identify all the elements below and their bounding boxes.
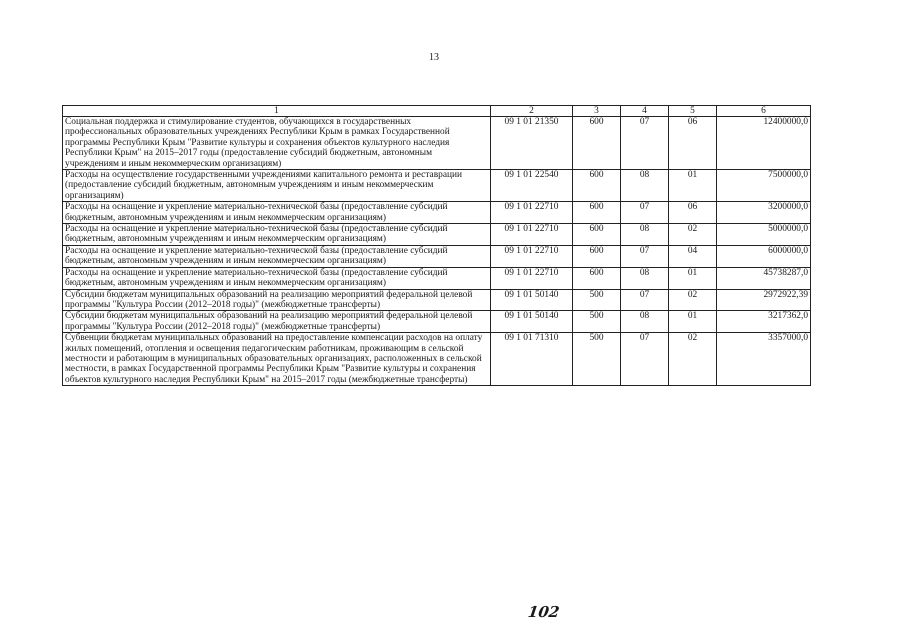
row-amount: 6000000,0: [717, 245, 811, 267]
row-description: Расходы на оснащение и укрепление материально-технической базы (предоставление субсидий бюджетным, автономным учреждениям и иным некоммерческим организациям): [63, 245, 491, 267]
row-expense-type: 500: [573, 289, 621, 311]
table-row: [63, 289, 811, 311]
row-subsection: 02: [669, 289, 717, 311]
row-amount: 45738287,0: [717, 267, 811, 289]
column-header: 6: [717, 106, 811, 117]
row-description: Субсидии бюджетам муниципальных образований на реализацию мероприятий федеральной целевой программы "Культура России (2012–2018 годы)" (межбюджетные трансферты): [63, 289, 491, 311]
table-row: [63, 202, 811, 224]
row-subsection: 02: [669, 224, 717, 246]
row-section: 07: [621, 202, 669, 224]
column-header: 4: [621, 106, 669, 117]
row-description: Расходы на оснащение и укрепление материально-технической базы (предоставление субсидий бюджетным, автономным учреждениям и иным некоммерческим организациям): [63, 202, 491, 224]
row-amount: 12400000,0: [717, 117, 811, 170]
row-expense-type: 600: [573, 267, 621, 289]
row-expense-type: 600: [573, 245, 621, 267]
row-expense-type: 600: [573, 224, 621, 246]
row-section: 08: [621, 311, 669, 333]
row-section: 08: [621, 170, 669, 202]
table-row: [63, 117, 811, 170]
row-section: 07: [621, 117, 669, 170]
row-code: 09 1 01 22710: [491, 224, 573, 246]
row-code: 09 1 01 50140: [491, 289, 573, 311]
row-subsection: 01: [669, 170, 717, 202]
row-subsection: 01: [669, 267, 717, 289]
row-code: 09 1 01 21350: [491, 117, 573, 170]
row-description: Субвенции бюджетам муниципальных образований на предоставление компенсации расходов на оплату жилых помещений, отопления и освещения педагогическим работникам, проживающим в сельской местности и работающим в муниципальных образовательных организациях, расположенных в сельской местности, в рамках Государственной программы Республики Крым "Развитие культуры и сохранения объектов культурного наследия Республики Крым" на 2015–2017 годы (межбюджетные трансферты): [63, 333, 491, 386]
row-section: 07: [621, 245, 669, 267]
row-description: Расходы на оснащение и укрепление материально-технической базы (предоставление субсидий бюджетным, автономным учреждениям и иным некоммерческим организациям): [63, 224, 491, 246]
table-header-row: [63, 106, 811, 117]
row-section: 07: [621, 289, 669, 311]
table-body: [63, 117, 811, 386]
row-subsection: 06: [669, 117, 717, 170]
row-subsection: 01: [669, 311, 717, 333]
row-code: 09 1 01 50140: [491, 311, 573, 333]
row-amount: 7500000,0: [717, 170, 811, 202]
table-row: [63, 245, 811, 267]
table-row: [63, 333, 811, 386]
row-amount: 3357000,0: [717, 333, 811, 386]
row-description: Расходы на оснащение и укрепление материально-технической базы (предоставление субсидий бюджетным, автономным учреждениям и иным некоммерческим организациям): [63, 267, 491, 289]
row-amount: 3200000,0: [717, 202, 811, 224]
table-row: [63, 224, 811, 246]
row-code: 09 1 01 22710: [491, 202, 573, 224]
row-amount: 2972922,39: [717, 289, 811, 311]
row-expense-type: 600: [573, 170, 621, 202]
column-header: 2: [491, 106, 573, 117]
row-section: 07: [621, 333, 669, 386]
row-amount: 3217362,0: [717, 311, 811, 333]
row-section: 08: [621, 267, 669, 289]
row-expense-type: 600: [573, 202, 621, 224]
row-description: Социальная поддержка и стимулирование студентов, обучающихся в государственных профессиональных образовательных учреждениях Республики Крым в рамках Государственной программы Республики Крым "Развитие культуры и сохранения объектов культурного наследия Республики Крым" на 2015–2017 годы (предоставление субсидий бюджетным, автономным учреждениям и иным некоммерческим организациям): [63, 117, 491, 170]
row-subsection: 02: [669, 333, 717, 386]
row-code: 09 1 01 22540: [491, 170, 573, 202]
row-expense-type: 600: [573, 117, 621, 170]
row-description: Субсидии бюджетам муниципальных образований на реализацию мероприятий федеральной целевой программы "Культура России (2012–2018 годы)" (межбюджетные трансферты): [63, 311, 491, 333]
table-row: [63, 267, 811, 289]
row-subsection: 04: [669, 245, 717, 267]
page-number: 13: [429, 52, 439, 63]
column-header: 3: [573, 106, 621, 117]
table-row: [63, 170, 811, 202]
row-amount: 5000000,0: [717, 224, 811, 246]
row-code: 09 1 01 71310: [491, 333, 573, 386]
row-description: Расходы на осуществление государственными учреждениями капитального ремонта и реставрации (предоставление субсидий бюджетным, автономным учреждениям и иным некоммерческим организациям): [63, 170, 491, 202]
row-section: 08: [621, 224, 669, 246]
column-header: 5: [669, 106, 717, 117]
row-expense-type: 500: [573, 333, 621, 386]
table-row: [63, 311, 811, 333]
column-header: 1: [63, 106, 491, 117]
row-subsection: 06: [669, 202, 717, 224]
row-code: 09 1 01 22710: [491, 245, 573, 267]
budget-table: [62, 105, 811, 386]
row-expense-type: 500: [573, 311, 621, 333]
handwritten-page-number: 102: [526, 603, 561, 621]
row-code: 09 1 01 22710: [491, 267, 573, 289]
